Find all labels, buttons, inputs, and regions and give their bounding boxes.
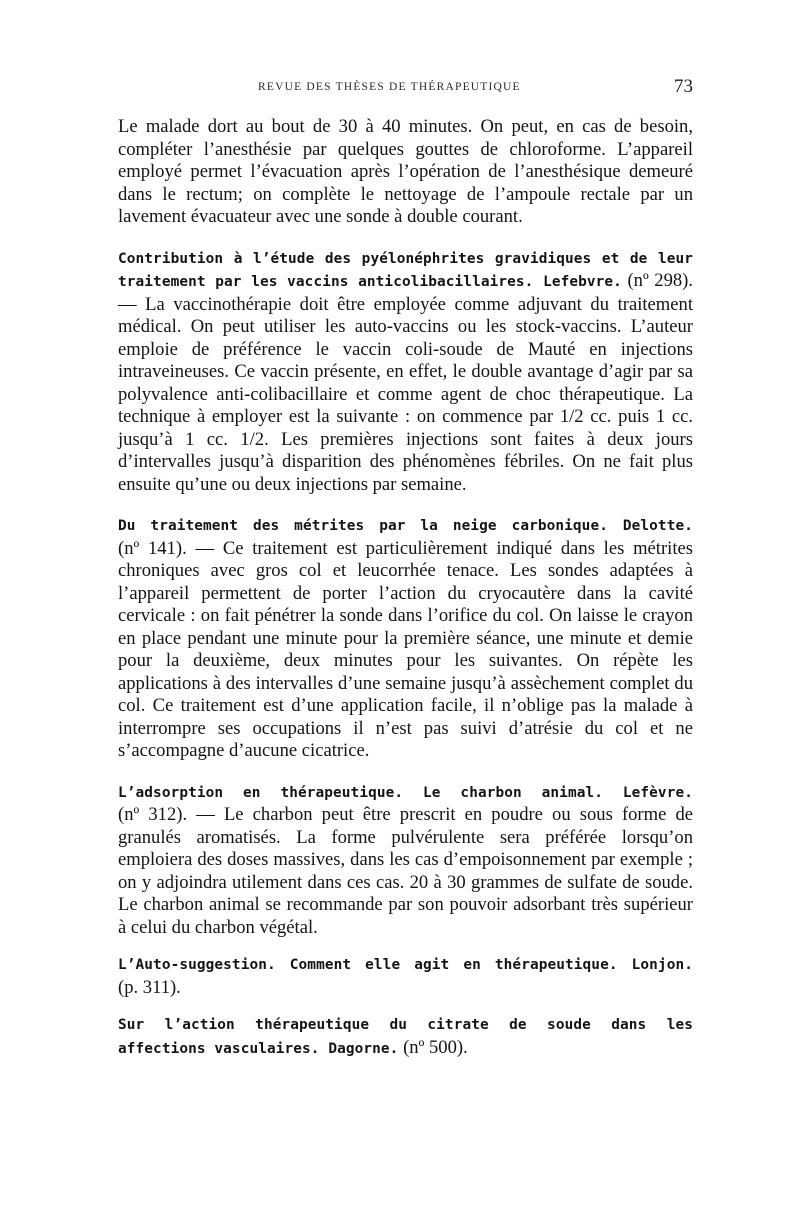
entry-body: — Ce traitement est particulièrement indiqué dans les métrites chroniques avec gros col et leucorrhée tenace. Les sondes adaptées à l’appareil permettent de porter l’action du cryocautère dans la cavité cervicale : on fait pénétrer la sonde dans l’orifice du col. On laisse le crayon en place pendant une minute pour la première séance, une minute et demie pour la deuxième, deux minutes pour les suivantes. On répète les applications à des intervalles d’une semaine jusqu’à assèchement complet du col. Ce traitement est d’une application facile, il n’oblige pas la malade à interrompre ses occupations il n’est pas suivi d’atrésie du col et ne s’accompagne d’aucune cicatrice.	[118, 537, 693, 761]
running-header	[118, 76, 693, 100]
entry-body: — Le charbon peut être prescrit en poudre ou sous forme de granulés aromatisés. La forme pulvérulente sera préférée lorsqu’on emploiera des doses massives, dans les cas d’empoisonnement par exemple ; on y adjoindra utilement dans ces cas. 20 à 30 grammes de sulfate de soude. Le charbon animal se recommande par son pouvoir adsorbant très supérieur à celui du charbon végétal.	[118, 804, 694, 938]
entry-reference: (nº 141).	[118, 537, 187, 559]
running-title: REVUE DES THÈSES DE THÉRAPEUTIQUE	[258, 81, 521, 93]
entry-heading: Sur l’action thérapeutique du citrate de soude dans les affections vasculaires. Dagorne.	[118, 1017, 693, 1057]
entry-reference: (nº 312).	[118, 804, 188, 825]
entry-heading: Contribution à l’étude des pyélonéphrites gravidiques et de leur traitement par les vaccins anticolibacillaires. Lefebvre.	[118, 250, 693, 290]
entry-citrate-de-soude	[118, 1013, 693, 1060]
entry-reference: (nº 298).	[627, 270, 693, 291]
entry-heading: L’Auto-suggestion. Comment elle agit en thérapeutique. Lonjon.	[118, 957, 693, 973]
entry-metrites	[118, 514, 693, 763]
entry-reference: (p. 311).	[118, 976, 181, 998]
intro-paragraph: Le malade dort au bout de 30 à 40 minutes. On peut, en cas de besoin, compléter l’anesthésie par quelques gouttes de chloroforme. L’appareil employé permet l’évacuation après l’opération de l’anesthésique demeuré dans le rectum; on complète le nettoyage de l’ampoule rectale par un lavement évacuateur avec une sonde à double courant.	[118, 116, 693, 227]
page-number: 73	[674, 76, 693, 97]
entry-pyelonephrites	[118, 247, 693, 497]
entry-heading: L’adsorption en thérapeutique. Le charbon animal. Lefèvre.	[118, 784, 693, 801]
entry-auto-suggestion	[118, 953, 693, 999]
text-body	[118, 116, 693, 1060]
entry-adsorption	[118, 781, 693, 940]
entry-body: — La vaccinothérapie doit être employée comme adjuvant du traitement médical. On peut utiliser les auto-vaccins ou les stock-vaccins. L’auteur emploie de préférence le vaccin coli-soude de Mauté en injections intraveineuses. Ce vaccin présente, en effet, le double avantage d’agir par sa polyvalence anti-colibacillaire et comme agent de choc thérapeutique. La technique à employer est la suivante : on commence par 1/2 cc. puis 1 cc. jusqu’à 1 cc. 1/2. Les premières injections sont faites à deux jours d’intervalles jusqu’à disparition des phénomènes fébriles. On ne fait plus ensuite qu’une ou deux injections par semaine.	[118, 293, 693, 495]
entry-reference: (nº 500).	[403, 1036, 468, 1058]
entry-heading: Du traitement des métrites par la neige carbonique. Delotte.	[118, 518, 693, 534]
